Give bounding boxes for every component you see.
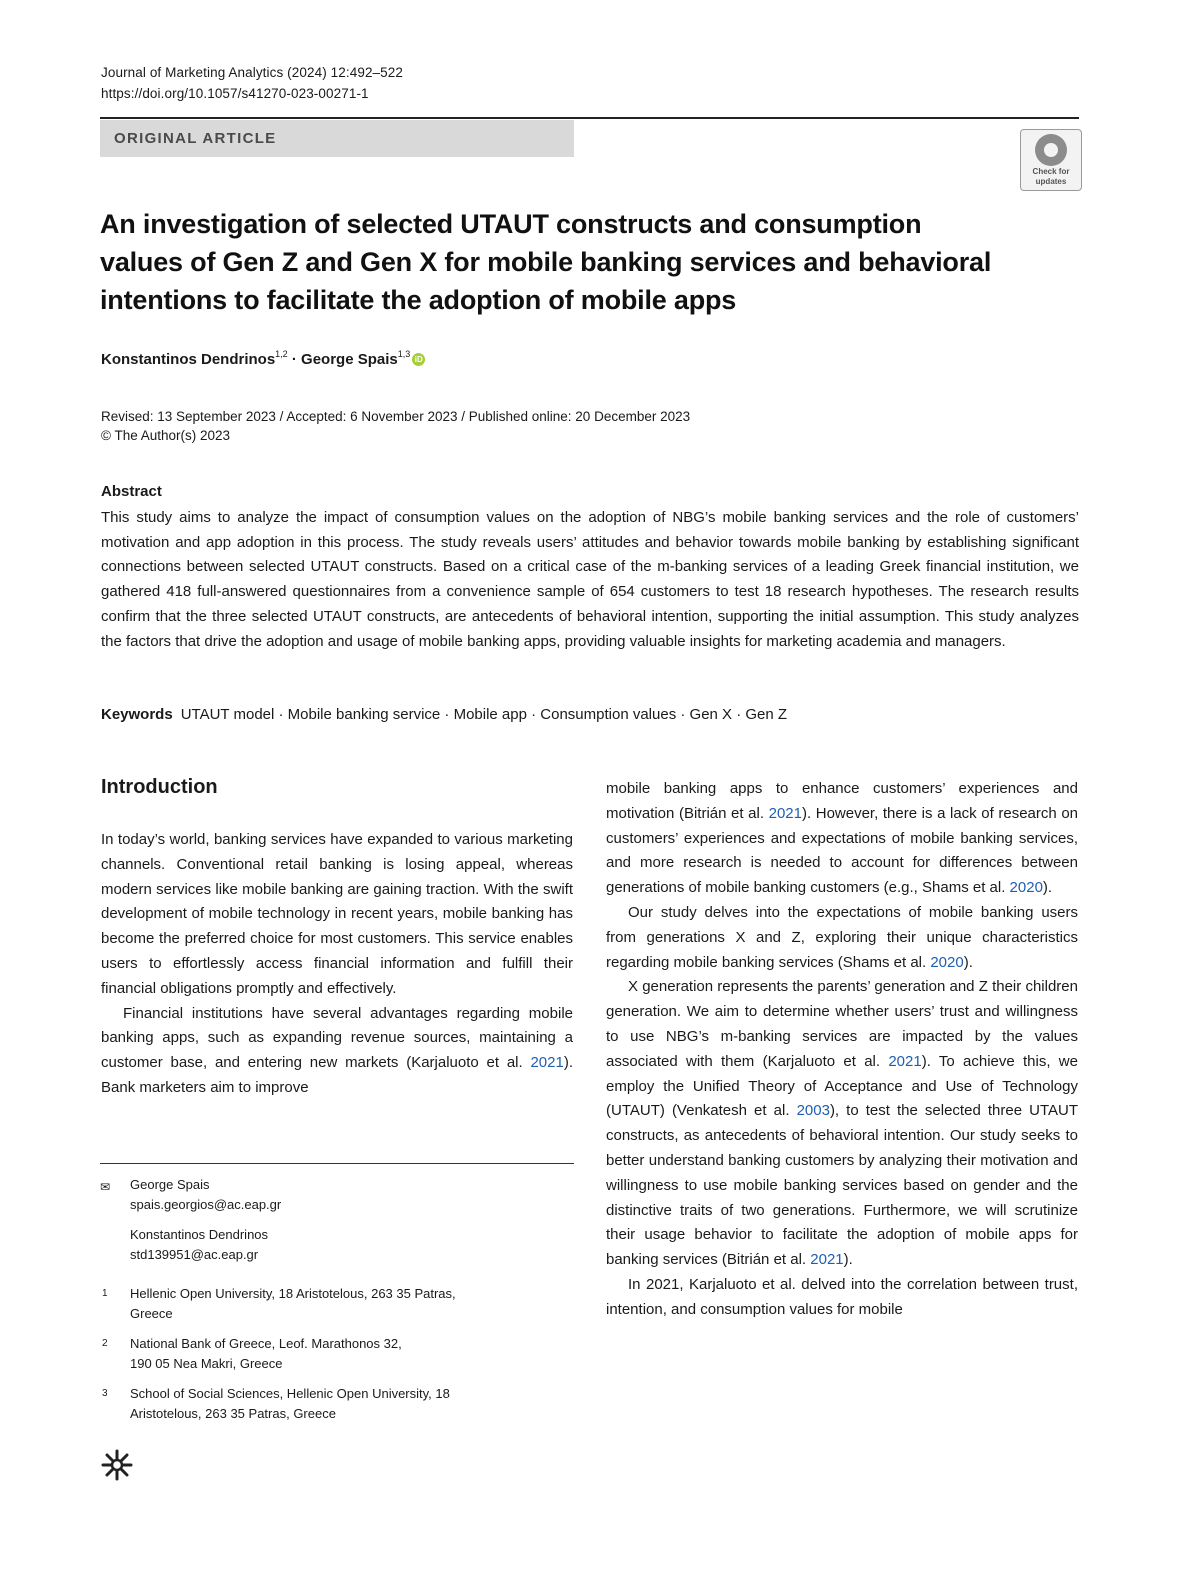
springer-horse-icon xyxy=(100,1448,134,1482)
author-2-name[interactable]: George Spais xyxy=(301,351,398,368)
check-for-updates-badge[interactable] xyxy=(1020,129,1082,191)
copyright-notice: © The Author(s) 2023 xyxy=(101,428,231,443)
co-author-contact xyxy=(130,1225,570,1265)
citation-link[interactable]: 2021 xyxy=(888,1052,922,1070)
journal-citation: Journal of Marketing Analytics (2024) 12:492–522 xyxy=(101,65,403,80)
keywords-label: Keywords xyxy=(101,706,173,723)
header-rule xyxy=(100,117,1079,119)
title-line-1: An investigation of selected UTAUT constructs and consumption xyxy=(100,209,922,239)
right-column xyxy=(606,777,1078,1323)
contact-1-email[interactable]: spais.georgios@ac.eap.gr xyxy=(130,1197,282,1212)
citation-link[interactable]: 2021 xyxy=(768,804,802,822)
publication-dates xyxy=(101,407,690,445)
author-2-affiliations: 1,3 xyxy=(397,349,411,359)
left-column xyxy=(101,828,573,1101)
intro-paragraph-3: mobile banking apps to enhance customers’ experiences and motivation (Bitrián et al. 2021). However, there is a lack of research on customers’ experiences and expectations of mobile banking services, and more research is needed to account for differences between generations of mobile banking customers (e.g., Shams et al. 2020). xyxy=(606,780,1079,897)
crossmark-label-2: updates xyxy=(1035,177,1067,186)
abstract-heading: Abstract xyxy=(101,483,162,500)
contact-2-name: Konstantinos Dendrinos xyxy=(130,1227,269,1242)
affiliation-1: Hellenic Open University, 18 Aristotelous, 263 35 Patras, Greece xyxy=(130,1286,456,1321)
author-1-name[interactable]: Konstantinos Dendrinos xyxy=(101,351,276,368)
footnote-rule xyxy=(100,1163,574,1164)
corresponding-author xyxy=(130,1175,570,1215)
intro-paragraph-1: In today’s world, banking services have expanded to various marketing channels. Conventional retail banking is losing appeal, whereas modern services like mobile banking are gaining traction. With the swift development of mobile technology in recent years, mobile banking has become the preferred choice for most customers. This service enables users to effortlessly access financial information and fulfill their financial obligations promptly and effectively. xyxy=(101,831,573,997)
affiliation-2-number: 2 xyxy=(102,1338,108,1349)
crossmark-label-1: Check for xyxy=(1032,167,1070,176)
affiliation-2: National Bank of Greece, Leof. Marathonos 32, 190 05 Nea Makri, Greece xyxy=(130,1336,402,1371)
author-list xyxy=(101,349,425,368)
introduction-heading: Introduction xyxy=(101,776,218,798)
contact-2-email[interactable]: std139951@ac.eap.gr xyxy=(130,1247,259,1262)
affiliation-1-number: 1 xyxy=(102,1288,108,1299)
citation-link[interactable]: 2021 xyxy=(810,1251,844,1269)
citation-link[interactable]: 2021 xyxy=(530,1054,564,1072)
keywords-list: UTAUT model · Mobile banking service · Mobile app · Consumption values · Gen X · Gen Z xyxy=(180,706,788,723)
abstract-text: This study aims to analyze the impact of consumption values on the adoption of NBG’s mobile banking services and the role of customers’ motivation and app adoption in this process. The study reveals users’ attitudes and behavior towards mobile banking by establishing significant connections between selected UTAUT constructs. Based on a critical case of the m-banking services of a leading Greek financial institution, we gathered 418 full-answered questionnaires from a convenience sample of 654 customers to test 18 research hypotheses. The research results confirm that the three selected UTAUT constructs, are antecedents of behavioral intention, supporting the initial assumption. This study analyzes the factors that drive the adoption and usage of mobile banking apps, providing valuable insights for marketing academia and managers. xyxy=(101,509,1079,650)
envelope-icon: ✉ xyxy=(100,1180,111,1194)
affiliation-3-number: 3 xyxy=(102,1388,108,1399)
citation-link[interactable]: 2020 xyxy=(930,953,964,971)
title-line-3: intentions to facilitate the adoption of mobile apps xyxy=(100,285,737,315)
intro-paragraph-2: Financial institutions have several advantages regarding mobile banking apps, such as expanding revenue sources, maintaining a customer base, and entering new markets (Karjaluoto et al. 2021). Bank marketers aim to improve xyxy=(101,1004,573,1096)
intro-paragraph-6: In 2021, Karjaluoto et al. delved into the correlation between trust, intention, and consumption values for mobile xyxy=(606,1275,1078,1318)
affiliation-3: School of Social Sciences, Hellenic Open University, 18 Aristotelous, 263 35 Patras, Greece xyxy=(130,1386,450,1421)
author-separator: · xyxy=(287,351,302,368)
article-title xyxy=(100,205,1090,319)
contact-1-name: George Spais xyxy=(130,1177,210,1192)
intro-paragraph-4: Our study delves into the expectations of mobile banking users from generations X and Z, exploring their unique characteristics regarding mobile banking services (Shams et al. 2020). xyxy=(606,903,1078,971)
crossmark-icon xyxy=(1035,134,1067,166)
orcid-icon[interactable]: iD xyxy=(412,353,425,366)
doi-link[interactable]: https://doi.org/10.1057/s41270-023-00271-1 xyxy=(101,86,369,101)
keywords xyxy=(101,706,787,723)
citation-link[interactable]: 2003 xyxy=(796,1102,830,1120)
article-type: ORIGINAL ARTICLE xyxy=(114,130,277,147)
intro-paragraph-5: X generation represents the parents’ generation and Z their children generation. We aim to determine whether users’ trust and willingness to use NBG’s m-banking services are impacted by the values associated with them (Karjaluoto et al. 2021). To achieve this, we employ the Unified Theory of Acceptance and Use of Technology (UTAUT) (Venkatesh et al. 2003), to test the selected three UTAUT constructs, as antecedents of behavioral intention. Our study seeks to better understand banking customers by analyzing their motivation and willingness to use mobile banking services based on gender and the distinctive traits of two generations. Furthermore, we will scrutinize their usage behavior to facilitate the adoption of mobile apps for banking services (Bitrián et al. 2021). xyxy=(606,978,1078,1269)
citation-link[interactable]: 2020 xyxy=(1009,879,1043,897)
title-line-2: values of Gen Z and Gen X for mobile banking services and behavioral xyxy=(100,247,992,277)
author-1-affiliations: 1,2 xyxy=(275,349,288,359)
publication-history: Revised: 13 September 2023 / Accepted: 6 November 2023 / Published online: 20 December 2023 xyxy=(101,409,691,424)
